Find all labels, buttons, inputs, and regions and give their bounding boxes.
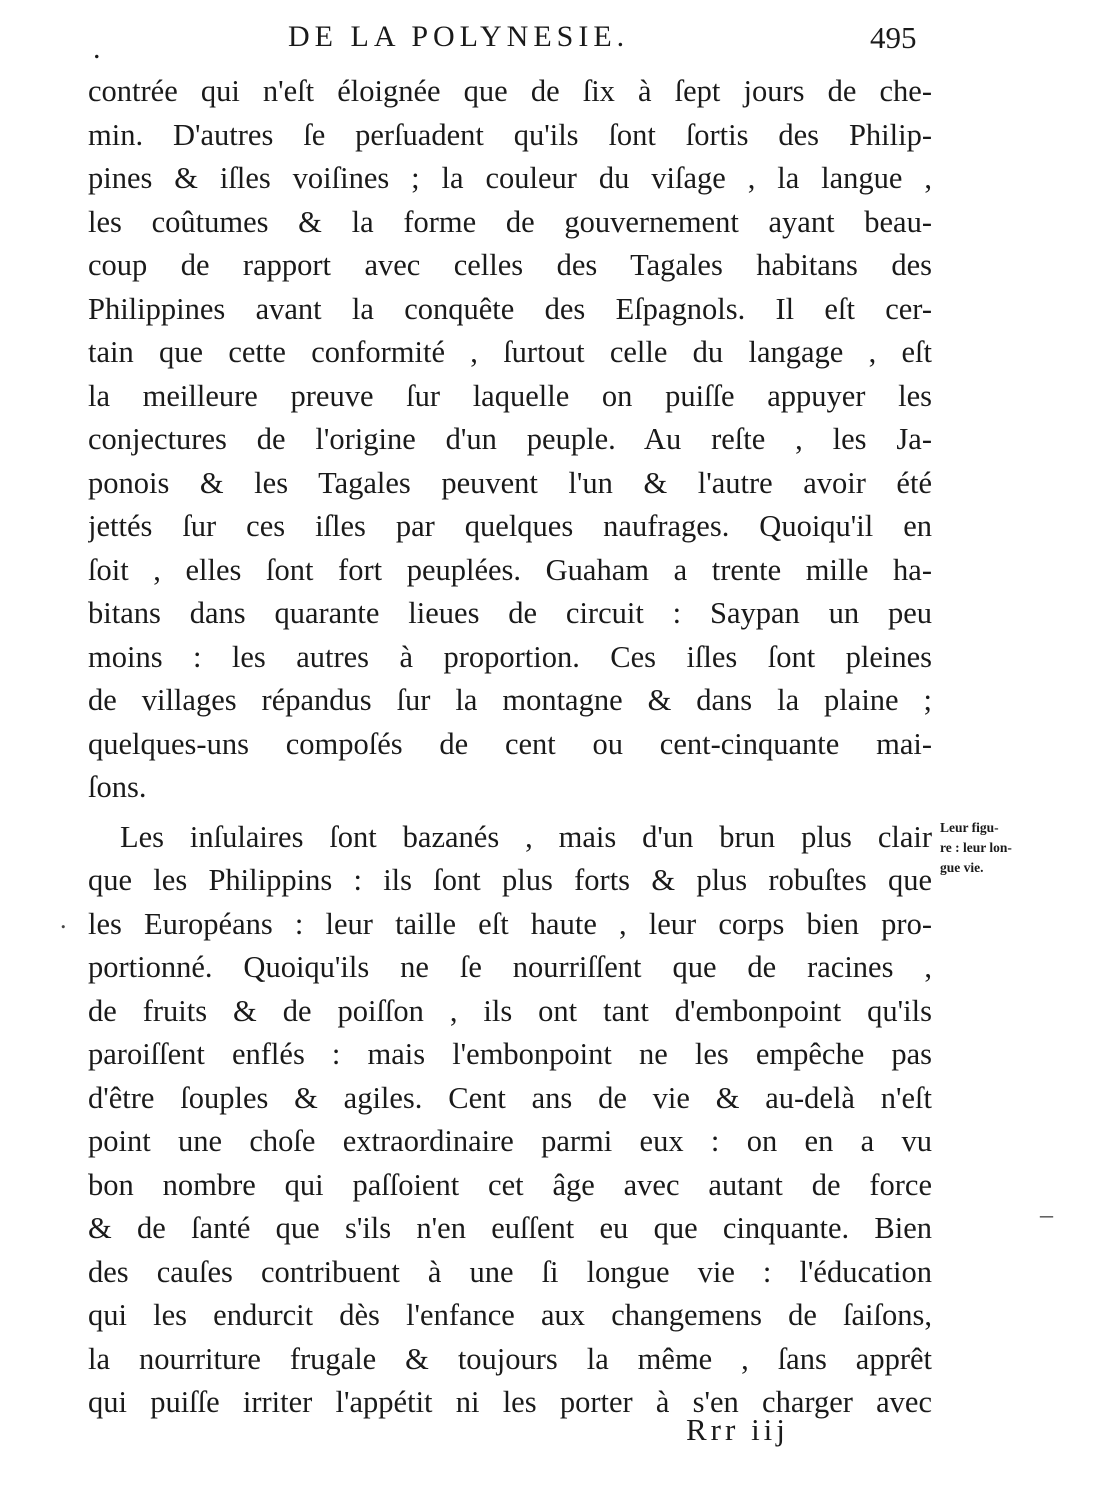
running-head: DE LA POLYNESIE.: [288, 20, 630, 53]
text-line: qui puiſſe irriter l'appétit ni les porter à s'en charger avec: [88, 1385, 932, 1419]
text-line: tain que cette conformité , ſurtout celle du langage , eſt: [88, 335, 932, 369]
signature-mark: Rrr iij: [686, 1412, 789, 1447]
page-header: [0, 18, 1119, 65]
body-text: [88, 70, 932, 1425]
margin-note-line: re : leur lon-: [940, 840, 1012, 855]
text-line: bon nombre qui paſſoient cet âge avec autant de force: [88, 1167, 932, 1202]
ink-mark: .: [60, 905, 67, 934]
text-line: quelques-uns compoſés de cent ou cent-cinquante mai-: [88, 726, 932, 761]
text-line: coup de rapport avec celles des Tagales habitans des: [88, 248, 932, 282]
text-line: de villages répandus ſur la montagne & dans la plaine ;: [88, 683, 932, 717]
text-line: contrée qui n'eſt éloignée que de ſix à ſept jours de che-: [88, 74, 932, 108]
text-line: point une choſe extraordinaire parmi eux : on en a vu: [88, 1124, 932, 1158]
text-line: Philippines avant la conquête des Eſpagnols. Il eſt cer-: [88, 291, 932, 326]
text-line: paroiſſent enflés : mais l'embonpoint ne les empêche pas: [88, 1037, 932, 1071]
text-line: ſoit , elles ſont fort peuplées. Guaham a trente mille ha-: [88, 552, 932, 587]
text-line: ponois & les Tagales peuvent l'un & l'autre avoir été: [88, 465, 932, 500]
text-line: jettés ſur ces iſles par quelques naufrages. Quoiqu'il en: [88, 509, 932, 543]
text-line: conjectures de l'origine d'un peuple. Au reſte , les Ja-: [88, 422, 932, 456]
page-number: 495: [870, 20, 917, 55]
margin-note-line: Leur figu-: [940, 820, 999, 835]
text-line: la meilleure preuve ſur laquelle on puiſſe appuyer les: [88, 378, 932, 413]
text-line: pines & iſles voiſines ; la couleur du viſage , la langue ,: [88, 161, 932, 195]
text-line: portionné. Quoiqu'ils ne ſe nourriſſent que de racines ,: [88, 950, 932, 984]
text-line: les Européans : leur taille eſt haute , leur corps bien pro-: [88, 906, 932, 941]
text-line: min. D'autres ſe perſuadent qu'ils ſont ſortis des Philip-: [88, 117, 932, 152]
text-line: la nourriture frugale & toujours la même , ſans apprêt: [88, 1341, 932, 1376]
text-line: ſons.: [88, 770, 147, 804]
ink-mark: .: [93, 32, 101, 65]
margin-note-line: gue vie.: [940, 860, 984, 875]
text-line: les coûtumes & la forme de gouvernement ayant beau-: [88, 204, 932, 239]
text-line: bitans dans quarante lieues de circuit : Saypan un peu: [88, 596, 932, 630]
margin-note: [940, 818, 1070, 878]
text-line: que les Philippins : ils ſont plus forts & plus robuſtes que: [88, 863, 932, 897]
text-line: qui les endurcit dès l'enfance aux changemens de ſaiſons,: [88, 1298, 932, 1332]
text-line: de fruits & de poiſſon , ils ont tant d'embonpoint qu'ils: [88, 993, 932, 1028]
ink-mark: –: [1040, 1200, 1053, 1229]
text-line: des cauſes contribuent à une ſi longue vie : l'éducation: [88, 1254, 932, 1289]
text-line: moins : les autres à proportion. Ces iſles ſont pleines: [88, 639, 932, 674]
text-line: & de ſanté que s'ils n'en euſſent eu que cinquante. Bien: [88, 1211, 932, 1245]
text-line: d'être ſouples & agiles. Cent ans de vie & au-delà n'eſt: [88, 1080, 932, 1115]
paragraph-start: Les inſulaires ſont bazanés , mais d'un brun plus clair: [120, 819, 932, 854]
